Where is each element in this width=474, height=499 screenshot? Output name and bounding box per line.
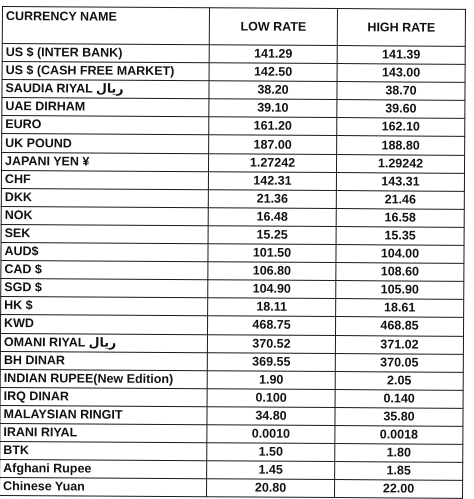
high-rate-cell: 1.80 xyxy=(335,444,463,463)
high-rate-cell: 2.05 xyxy=(335,371,463,390)
currency-name-cell: CAD $ xyxy=(1,261,208,280)
low-rate-cell: 370.52 xyxy=(207,334,335,353)
table-row xyxy=(0,478,463,499)
currency-name-cell: OMANI RIYAL ریال xyxy=(0,333,207,352)
low-rate-cell: 1.45 xyxy=(207,461,335,480)
low-rate-cell: 15.25 xyxy=(208,226,336,245)
low-rate-cell: 142.31 xyxy=(208,171,336,190)
low-rate-cell: 20.80 xyxy=(207,479,335,498)
low-rate-cell: 468.75 xyxy=(207,316,335,335)
low-rate-cell: 1.90 xyxy=(207,370,335,389)
currency-name-cell: CHF xyxy=(1,170,208,189)
currency-name-cell: BH DINAR xyxy=(0,351,207,370)
low-rate-cell: 21.36 xyxy=(208,190,336,209)
currency-name-cell: IRQ DINAR xyxy=(0,387,207,406)
low-rate-cell: 106.80 xyxy=(208,262,336,281)
currency-name-cell: US $ (CASH FREE MARKET) xyxy=(2,62,209,81)
low-rate-cell: 161.20 xyxy=(209,117,337,136)
high-rate-cell: 371.02 xyxy=(335,335,463,354)
low-rate-cell: 39.10 xyxy=(209,99,337,118)
currency-name-cell: JAPANI YEN ¥ xyxy=(1,152,208,171)
high-rate-cell: 22.00 xyxy=(335,480,463,499)
high-rate-cell: 104.00 xyxy=(336,245,464,264)
currency-name-cell: IRANI RIYAL xyxy=(0,423,207,442)
low-rate-cell: 16.48 xyxy=(208,208,336,227)
header-currency-name: CURRENCY NAME xyxy=(2,7,209,45)
low-rate-cell: 0.100 xyxy=(207,389,335,408)
currency-name-cell: KWD xyxy=(1,315,208,334)
high-rate-cell: 141.39 xyxy=(337,46,465,65)
high-rate-cell: 1.85 xyxy=(335,462,463,481)
table-body xyxy=(0,44,465,499)
currency-name-cell: NOK xyxy=(1,206,208,225)
low-rate-cell: 1.27242 xyxy=(208,153,336,172)
high-rate-cell: 143.00 xyxy=(337,64,465,83)
currency-name-cell: HK $ xyxy=(1,297,208,316)
low-rate-cell: 369.55 xyxy=(207,352,335,371)
low-rate-cell: 104.90 xyxy=(208,280,336,299)
currency-rates-table xyxy=(0,6,466,499)
currency-name-cell: SAUDIA RIYAL ریال xyxy=(2,80,209,99)
high-rate-cell: 0.140 xyxy=(335,389,463,408)
low-rate-cell: 141.29 xyxy=(209,45,337,64)
currency-name-cell: INDIAN RUPEE(New Edition) xyxy=(0,369,207,388)
high-rate-cell: 18.61 xyxy=(336,299,464,318)
currency-name-cell: Chinese Yuan xyxy=(0,478,207,497)
low-rate-cell: 142.50 xyxy=(209,63,337,82)
high-rate-cell: 162.10 xyxy=(337,118,465,137)
high-rate-cell: 38.70 xyxy=(337,82,465,101)
currency-name-cell: UK POUND xyxy=(2,134,209,153)
currency-name-cell: SEK xyxy=(1,224,208,243)
high-rate-cell: 468.85 xyxy=(335,317,463,336)
currency-name-cell: BTK xyxy=(0,442,207,461)
high-rate-cell: 35.80 xyxy=(335,407,463,426)
low-rate-cell: 34.80 xyxy=(207,407,335,426)
high-rate-cell: 188.80 xyxy=(337,136,465,155)
currency-name-cell: SGD $ xyxy=(1,279,208,298)
low-rate-cell: 1.50 xyxy=(207,443,335,462)
low-rate-cell: 187.00 xyxy=(209,135,337,154)
low-rate-cell: 0.0010 xyxy=(207,425,335,444)
header-low-rate: LOW RATE xyxy=(209,8,337,46)
currency-name-cell: DKK xyxy=(1,188,208,207)
high-rate-cell: 1.29242 xyxy=(336,154,464,173)
high-rate-cell: 108.60 xyxy=(336,263,464,282)
low-rate-cell: 38.20 xyxy=(209,81,337,100)
high-rate-cell: 370.05 xyxy=(335,353,463,372)
low-rate-cell: 101.50 xyxy=(208,244,336,263)
currency-name-cell: MALAYSIAN RINGIT xyxy=(0,405,207,424)
high-rate-cell: 15.35 xyxy=(336,226,464,245)
currency-name-cell: Afghani Rupee xyxy=(0,460,207,479)
high-rate-cell: 105.90 xyxy=(336,281,464,300)
table-header-row xyxy=(2,7,465,47)
currency-name-cell: AUD$ xyxy=(1,243,208,262)
header-high-rate: HIGH RATE xyxy=(337,9,465,47)
low-rate-cell: 18.11 xyxy=(208,298,336,317)
currency-name-cell: UAE DIRHAM xyxy=(2,98,209,117)
rate-sheet xyxy=(0,6,470,496)
high-rate-cell: 143.31 xyxy=(336,172,464,191)
currency-name-cell: EURO xyxy=(2,116,209,135)
currency-name-cell: US $ (INTER BANK) xyxy=(2,44,209,63)
high-rate-cell: 39.60 xyxy=(337,100,465,119)
high-rate-cell: 16.58 xyxy=(336,208,464,227)
high-rate-cell: 21.46 xyxy=(336,190,464,209)
high-rate-cell: 0.0018 xyxy=(335,426,463,445)
